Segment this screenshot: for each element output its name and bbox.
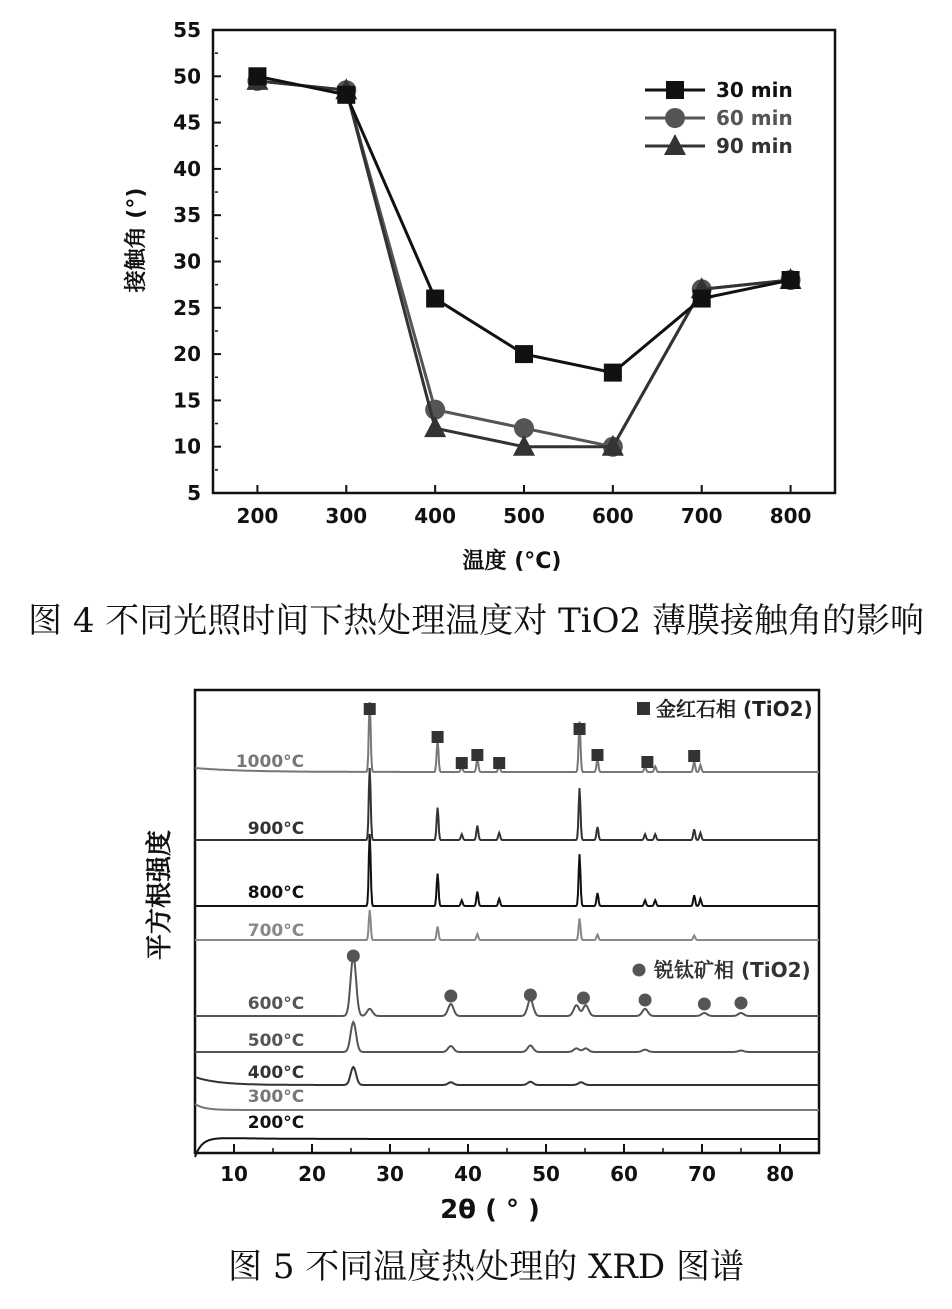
figure-5-caption: 图 5 不同温度热处理的 XRD 图谱 [228,1247,744,1287]
x-tick-label: 40 [454,1162,482,1186]
temperature-label: 400°C [247,1063,305,1083]
anatase-marker [444,990,457,1003]
anatase-marker [524,989,537,1002]
y-tick-label: 25 [173,295,201,320]
legend-label: 金红石相 (TiO2) [656,697,813,721]
series-line [257,76,790,372]
x-axis-label: 温度 (°C) [462,549,562,574]
y-tick-label: 45 [173,110,201,135]
y-tick-label: 50 [173,64,201,89]
data-point [782,271,800,289]
temperature-label: 200°C [247,1113,305,1133]
xrd-series-500°C [195,1022,819,1052]
legend-label: 90 min [716,134,793,158]
anatase-marker [347,950,360,963]
data-point [665,108,685,128]
rutile-marker [591,749,603,761]
temperature-label: 500°C [247,1031,305,1051]
legend-square-icon [637,702,650,715]
xrd-series-700°C [195,910,819,941]
y-tick-label: 10 [173,434,201,459]
data-point [337,86,355,104]
x-tick-label: 10 [220,1162,248,1186]
rutile-marker [432,731,444,743]
y-axis-label: 平方根强度 [145,829,175,961]
x-tick-label: 30 [376,1162,404,1186]
series-line [257,81,790,447]
legend-circle-icon [633,964,646,977]
anatase-marker [735,997,748,1010]
figure-4-caption: 图 4 不同光照时间下热处理温度对 TiO2 薄膜接触角的影响 [28,601,924,641]
y-tick-label: 15 [173,388,201,413]
x-tick-label: 400 [414,504,457,528]
anatase-marker [577,992,590,1005]
y-tick-label: 35 [173,203,201,228]
x-tick-label: 500 [503,504,545,528]
x-tick-label: 20 [298,1162,326,1186]
anatase-marker [639,994,652,1007]
legend [645,78,793,158]
rutile-marker [456,757,468,769]
xrd-series-900°C [195,768,819,840]
temperature-label: 800°C [247,883,305,903]
data-point [426,290,444,308]
data-point [515,345,533,363]
y-axis-label: 接触角 (°) [124,187,149,293]
x-tick-label: 60 [610,1162,638,1186]
y-tick-label: 55 [173,18,201,42]
x-tick-label: 80 [766,1162,794,1186]
y-tick-label: 5 [187,481,201,505]
data-point [248,67,266,85]
legend-label: 60 min [716,106,793,130]
y-tick-label: 20 [173,342,201,367]
legend-label: 30 min [716,78,793,102]
xrd-series-400°C [195,1063,819,1085]
x-tick-label: 70 [688,1162,716,1186]
rutile-marker [574,723,586,735]
x-tick-label: 200 [236,504,279,528]
data-point [424,416,446,437]
rutile-marker [364,703,376,715]
data-point [666,81,684,99]
y-tick-label: 40 [173,156,201,181]
rutile-marker [641,756,653,768]
x-tick-label: 800 [769,504,812,528]
x-tick-label: 600 [591,504,634,528]
xrd-series-300°C [195,1087,819,1110]
contact-angle-chart [28,18,924,641]
temperature-label: 1000°C [235,752,305,772]
temperature-label: 300°C [247,1087,305,1107]
y-tick-label: 30 [173,249,201,274]
xrd-chart [144,690,819,1287]
anatase-marker [698,998,711,1011]
temperature-label: 700°C [247,921,305,941]
x-tick-label: 700 [680,504,723,528]
data-point [693,290,711,308]
rutile-marker [471,749,483,761]
rutile-marker [493,757,505,769]
x-tick-label: 50 [532,1162,560,1186]
temperature-label: 900°C [247,819,305,839]
data-point [604,364,622,382]
x-axis-label: 2θ ( ° ) [440,1195,540,1225]
legend-label: 锐钛矿相 (TiO2) [654,958,811,982]
series-line [257,81,790,447]
x-tick-label: 300 [325,504,368,528]
xrd-series-800°C [195,834,819,906]
rutile-marker [688,750,700,762]
temperature-label: 600°C [247,994,305,1014]
